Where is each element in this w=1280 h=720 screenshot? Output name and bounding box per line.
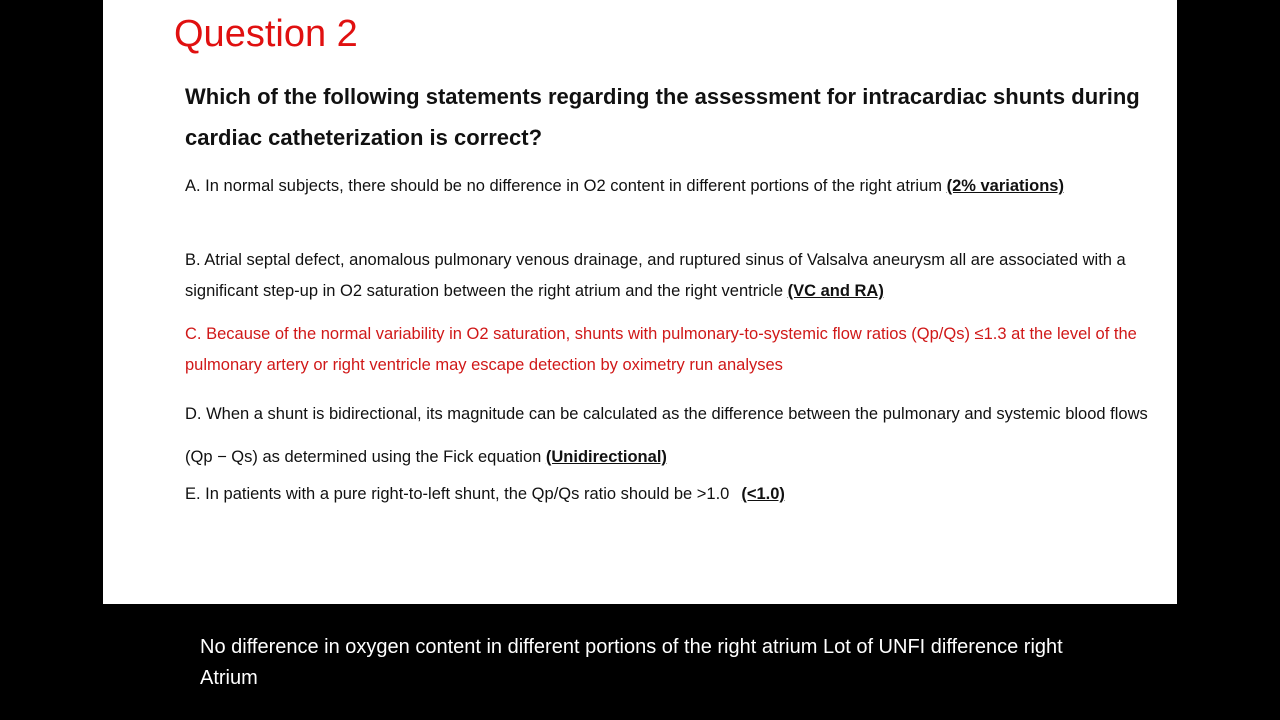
question-text: Which of the following statements regarding the assessment for intracardiac shunts during cardiac catheterization is correct? xyxy=(185,84,1140,150)
option-e-text: E. In patients with a pure right-to-left shunt, the Qp/Qs ratio should be >1.0 xyxy=(185,485,730,503)
option-d-text: D. When a shunt is bidirectional, its magnitude can be calculated as the difference between the pulmonary and systemic blood flows (Qp − Qs) as determined using the Fick equation xyxy=(185,405,1148,466)
option-d xyxy=(185,393,1155,479)
option-c-text: C. Because of the normal variability in O2 saturation, shunts with pulmonary-to-systemic flow ratios (Qp/Qs) ≤1.3 at the level of the pulmonary artery or right ventricle may escape detection by oximetry run analyses xyxy=(185,325,1137,374)
slide-title: Question 2 xyxy=(174,13,358,55)
slide xyxy=(103,0,1177,604)
option-e-note: (<1.0) xyxy=(741,485,785,503)
option-b xyxy=(185,245,1155,307)
subtitle-caption: No difference in oxygen content in different portions of the right atrium Lot of UNFI difference right Atrium xyxy=(200,636,1063,689)
option-a-text: A. In normal subjects, there should be no difference in O2 content in different portions of the right atrium xyxy=(185,177,947,195)
option-a-note: (2% variations) xyxy=(946,177,1064,195)
option-c-correct xyxy=(185,319,1155,381)
option-b-text: B. Atrial septal defect, anomalous pulmonary venous drainage, and ruptured sinus of Valsalva aneurysm all are associated with a significant step-up in O2 saturation between the right atrium and the right ventricle xyxy=(185,251,1126,300)
option-e xyxy=(185,479,1155,510)
option-d-note: (Unidirectional) xyxy=(545,448,667,466)
option-a xyxy=(185,171,1155,202)
option-b-note: (VC and RA) xyxy=(787,282,884,300)
